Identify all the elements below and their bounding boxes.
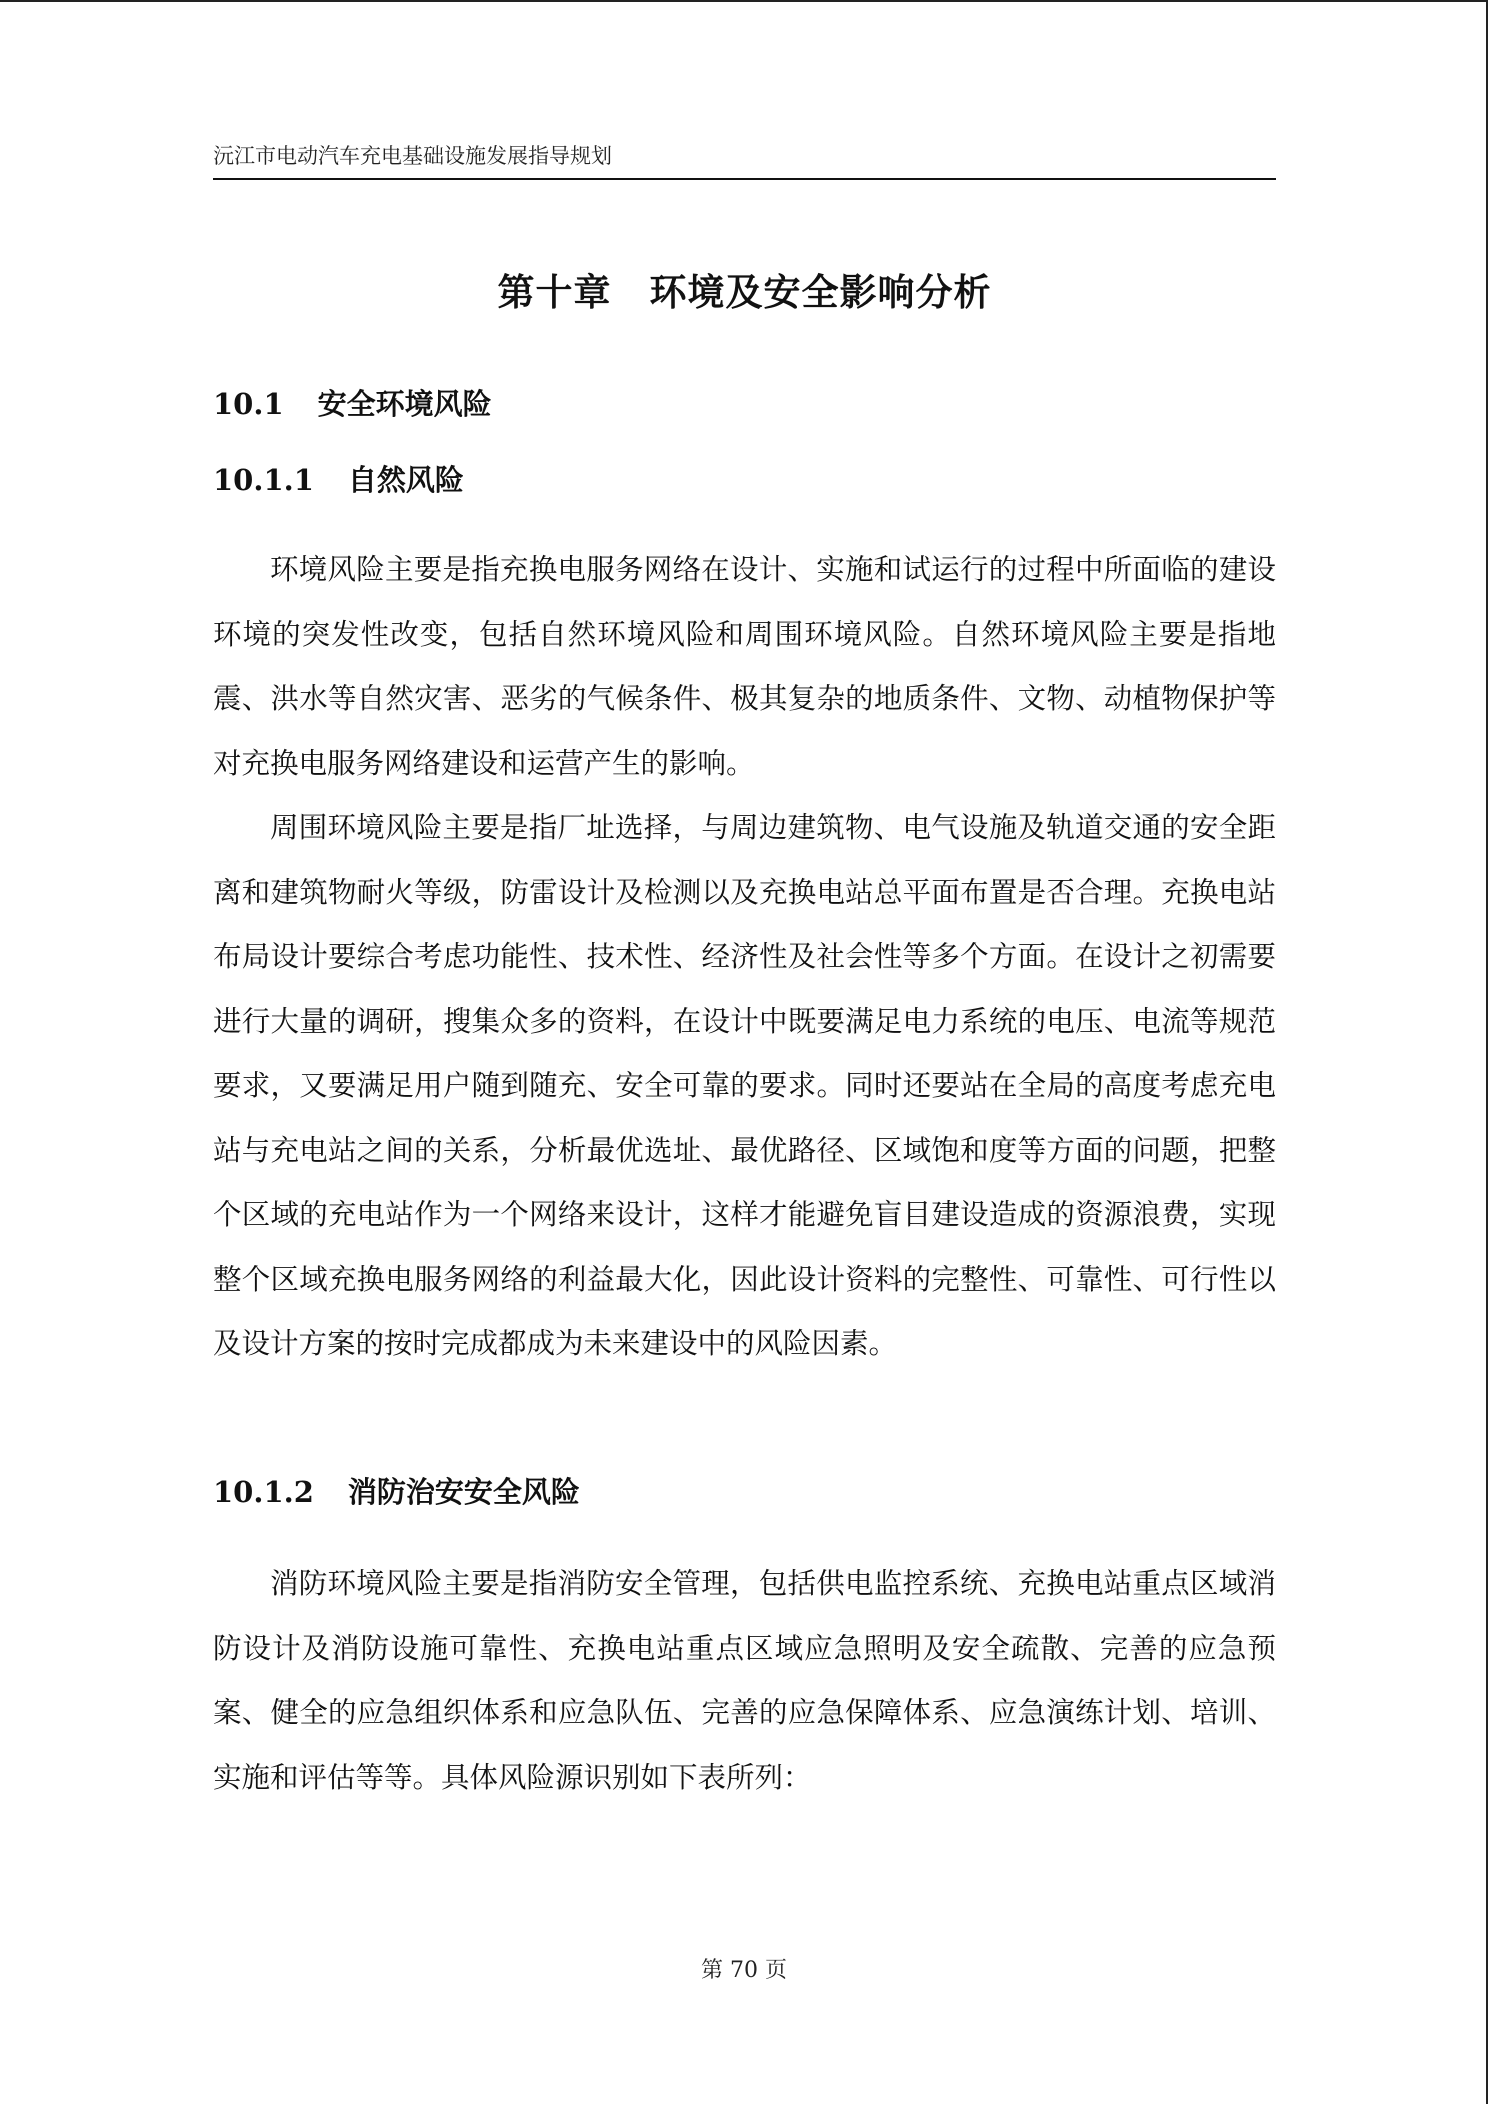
section-number: 10.1.1 bbox=[213, 463, 314, 497]
section-heading-10-1-1 bbox=[213, 458, 464, 499]
section-heading-10-1 bbox=[213, 382, 492, 423]
paragraph-fire-security-1: 消防环境风险主要是指消防安全管理，包括供电监控系统、充换电站重点区域消防设计及消防设施可靠性、充换电站重点区域应急照明及安全疏散、完善的应急预案、健全的应急组织体系和应急队伍、完善的应急保障体系、应急演练计划、培训、实施和评估等等。具体风险源识别如下表所列： bbox=[213, 1567, 1276, 1794]
chapter-title: 第十章 环境及安全影响分析 bbox=[497, 270, 992, 314]
page-number: 第 70 页 bbox=[701, 1958, 787, 1983]
paragraph-natural-risk-2: 周围环境风险主要是指厂址选择，与周边建筑物、电气设施及轨道交通的安全距离和建筑物耐火等级，防雷设计及检测以及充换电站总平面布置是否合理。充换电站布局设计要综合考虑功能性、技术性、经济性及社会性等多个方面。在设计之初需要进行大量的调研，搜集众多的资料，在设计中既要满足电力系统的电压、电流等规范要求，又要满足用户随到随充、安全可靠的要求。同时还要站在全局的高度考虑充电站与充电站之间的关系，分析最优选址、最优路径、区域饱和度等方面的问题，把整个区域的充电站作为一个网络来设计，这样才能避免盲目建设造成的资源浪费，实现整个区域充换电服务网络的利益最大化，因此设计资料的完整性、可靠性、可行性以及设计方案的按时完成都成为未来建设中的风险因素。 bbox=[213, 811, 1276, 1360]
paragraph-natural-risk-1: 环境风险主要是指充换电服务网络在设计、实施和试运行的过程中所面临的建设环境的突发性改变，包括自然环境风险和周围环境风险。自然环境风险主要是指地震、洪水等自然灾害、恶劣的气候条件、极其复杂的地质条件、文物、动植物保护等对充换电服务网络建设和运营产生的影响。 bbox=[213, 553, 1276, 780]
section-heading-10-1-2 bbox=[213, 1470, 580, 1511]
section-title: 自然风险 bbox=[347, 463, 464, 497]
running-header: 沅江市电动汽车充电基础设施发展指导规划 bbox=[213, 140, 1276, 180]
section-title: 安全环境风险 bbox=[317, 387, 492, 421]
section-title: 消防治安安全风险 bbox=[347, 1475, 580, 1509]
section-number: 10.1 bbox=[213, 387, 284, 421]
section-number: 10.1.2 bbox=[213, 1475, 314, 1509]
